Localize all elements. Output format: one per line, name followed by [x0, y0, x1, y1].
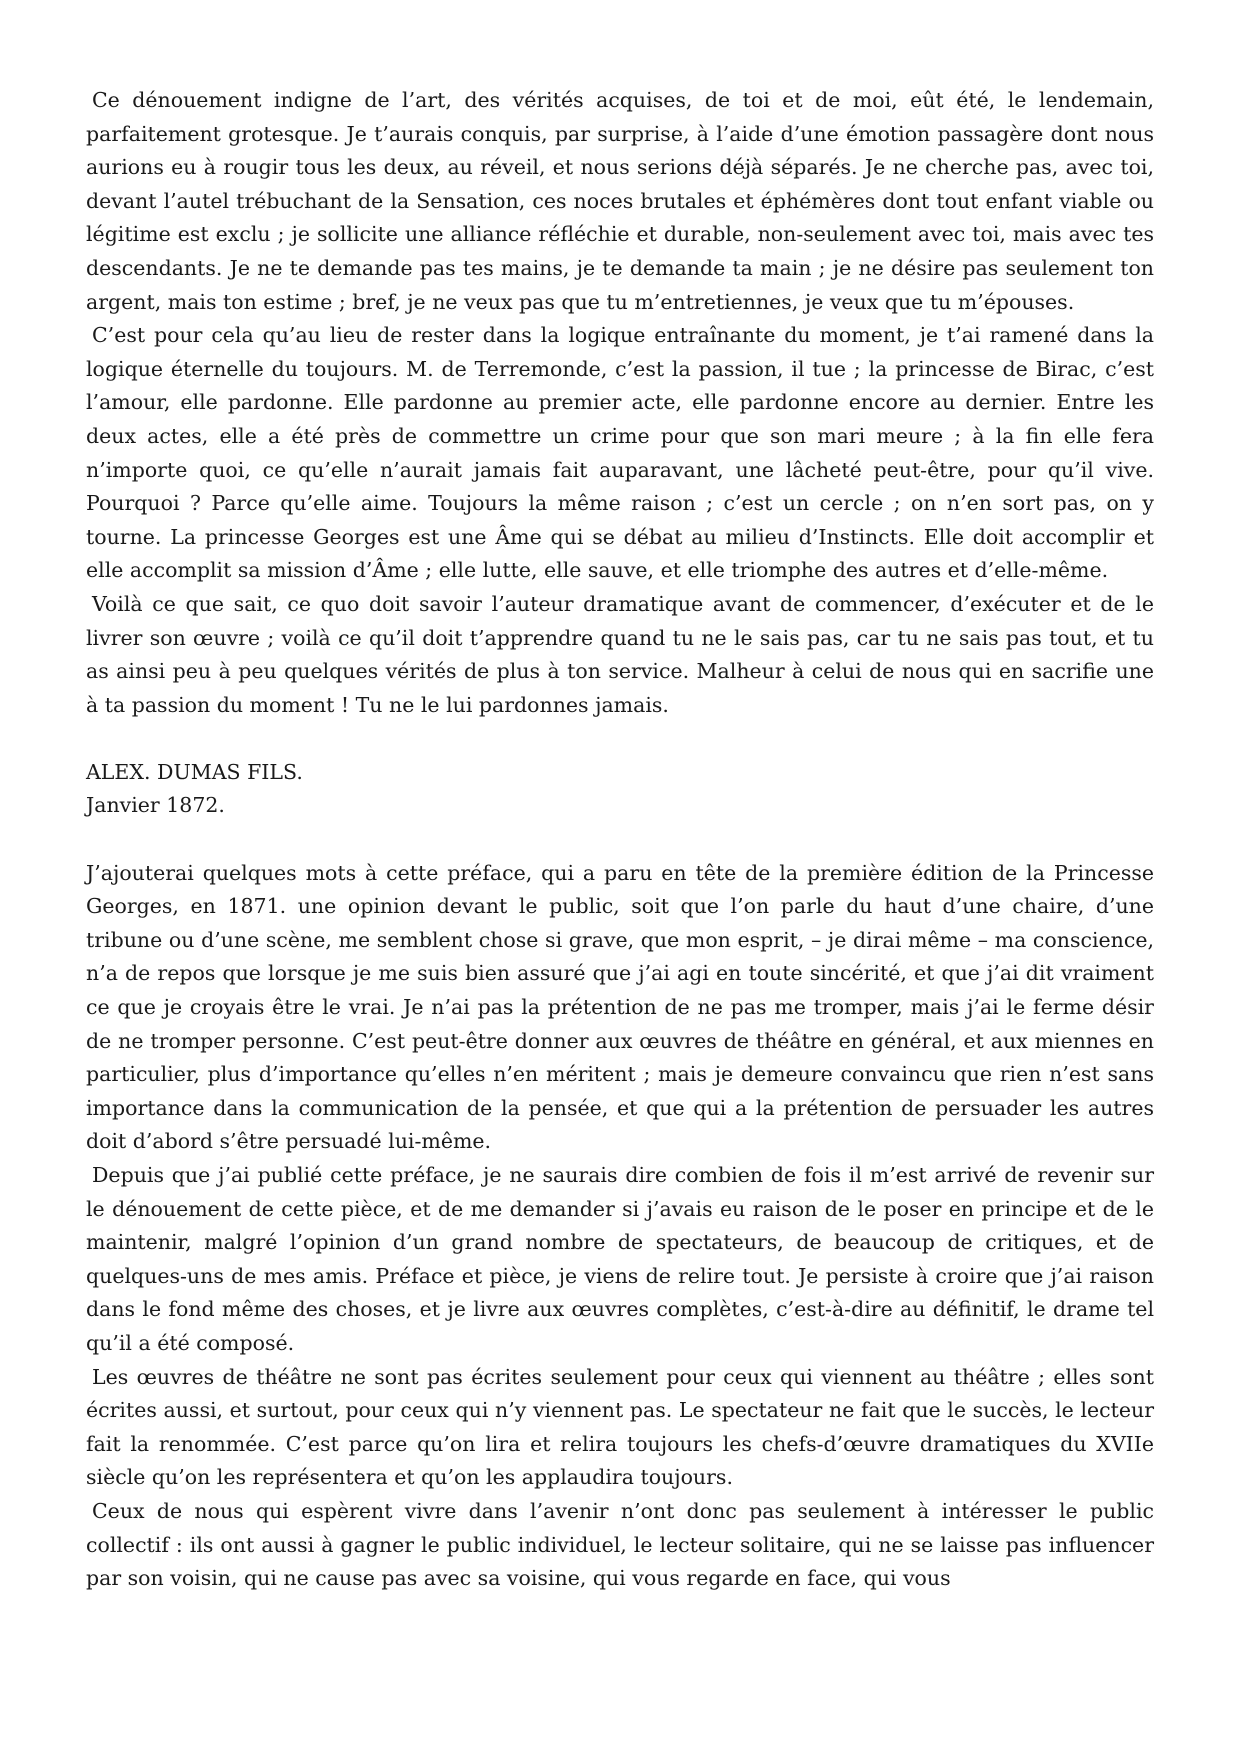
- paragraph-auteur-dramatique: Voilà ce que sait, ce quo doit savoir l’auteur dramatique avant de commencer, d’exécuter et de le livrer son œuvre ; voilà ce qu’il doit t’apprendre quand tu ne le sais pas, car tu ne sais pas tout, et tu as ainsi peu à peu quelques vérités de plus à ton service. Malheur à celui de nous qui en sacrifie une à ta passion du moment ! Tu ne le lui pardonnes jamais.: [86, 591, 1154, 717]
- signature-block: [86, 756, 1154, 823]
- paragraph-denouement: Ce dénouement indigne de l’art, des vérités acquises, de toi et de moi, eût été, le lendemain, parfaitement grotesque. Je t’aurais conquis, par surprise, à l’aide d’une émotion passagère dont nous aurions eu à rougir tous les deux, au réveil, et nous serions déjà séparés. Je ne cherche pas, avec toi, devant l’autel trébuchant de la Sensation, ces noces brutales et éphémères dont tout enfant viable ou légitime est exclu ; je sollicite une alliance réfléchie et durable, non-seulement avec toi, mais avec tes descendants. Je ne te demande pas tes mains, je te demande ta main ; je ne désire pas seulement ton argent, mais ton estime ; bref, je ne veux pas que tu m’entretiennes, je veux que tu m’épouses.: [86, 88, 1154, 314]
- signature-date: Janvier 1872.: [86, 793, 225, 818]
- signature-author: ALEX. DUMAS FILS.: [86, 759, 303, 784]
- paragraph-ceux-de-nous: Ceux de nous qui espèrent vivre dans l’avenir n’ont donc pas seulement à intéresser le public collectif : ils ont aussi à gagner le public individuel, le lecteur solitaire, qui ne se laisse pas influencer par son voisin, qui ne cause pas avec sa voisine, qui vous regarde en face, qui vous: [86, 1498, 1154, 1591]
- paragraph-depuis: Depuis que j’ai publié cette préface, je ne saurais dire combien de fois il m’est arrivé de revenir sur le dénouement de cette pièce, et de me demander si j’avais eu raison de le poser en principe et de le maintenir, malgré l’opinion d’un grand nombre de spectateurs, de beaucoup de critiques, et de quelques-uns de mes amis. Préface et pièce, je viens de relire tout. Je persiste à croire que j’ai raison dans le fond même des choses, et je livre aux œuvres complètes, c’est-à-dire au définitif, le drame tel qu’il a été composé.: [86, 1163, 1154, 1355]
- document-page: [86, 84, 1154, 1596]
- paragraph-oeuvres-theatre: Les œuvres de théâtre ne sont pas écrites seulement pour ceux qui viennent au théâtre ; elles sont écrites aussi, et surtout, pour ceux qui n’y viennent pas. Le spectateur ne fait que le succès, le lecteur fait la renommée. C’est parce qu’on lira et relira toujours les chefs-d’œuvre dramatiques du XVIIe siècle qu’on les représentera et qu’on les applaudira toujours.: [86, 1364, 1154, 1490]
- paragraph-ajouterai: J’ajouterai quelques mots à cette préface, qui a paru en tête de la première édition de la Princesse Georges, en 1871. une opinion devant le public, soit que l’on parle du haut d’une chaire, d’une tribune ou d’une scène, me semblent chose si grave, que mon esprit, – je dirai même – ma conscience, n’a de repos que lorsque je me suis bien assuré que j’ai agi en toute sincérité, et que j’ai dit vraiment ce que je croyais être le vrai. Je n’ai pas la prétention de ne pas me tromper, mais j’ai le ferme désir de ne tromper personne. C’est peut-être donner aux œuvres de théâtre en général, et aux miennes en particulier, plus d’importance qu’elles n’en méritent ; mais je demeure convaincu que rien n’est sans importance dans la communication de la pensée, et que qui a la prétention de persuader les autres doit d’abord s’être persuadé lui-même.: [86, 860, 1154, 1154]
- paragraph-logique-eternelle: C’est pour cela qu’au lieu de rester dans la logique entraînante du moment, je t’ai ramené dans la logique éternelle du toujours. M. de Terremonde, c’est la passion, il tue ; la princesse de Birac, c’est l’amour, elle pardonne. Elle pardonne au premier acte, elle pardonne encore au dernier. Entre les deux actes, elle a été près de commettre un crime pour que son mari meure ; à la fin elle fera n’importe quoi, ce qu’elle n’aurait jamais fait auparavant, une lâcheté peut-être, pour qu’il vive. Pourquoi ? Parce qu’elle aime. Toujours la même raison ; c’est un cercle ; on n’en sort pas, on y tourne. La princesse Georges est une Âme qui se débat au milieu d’Instincts. Elle doit accomplir et elle accomplit sa mission d’Âme ; elle lutte, elle sauve, et elle triomphe des autres et d’elle-même.: [86, 323, 1154, 583]
